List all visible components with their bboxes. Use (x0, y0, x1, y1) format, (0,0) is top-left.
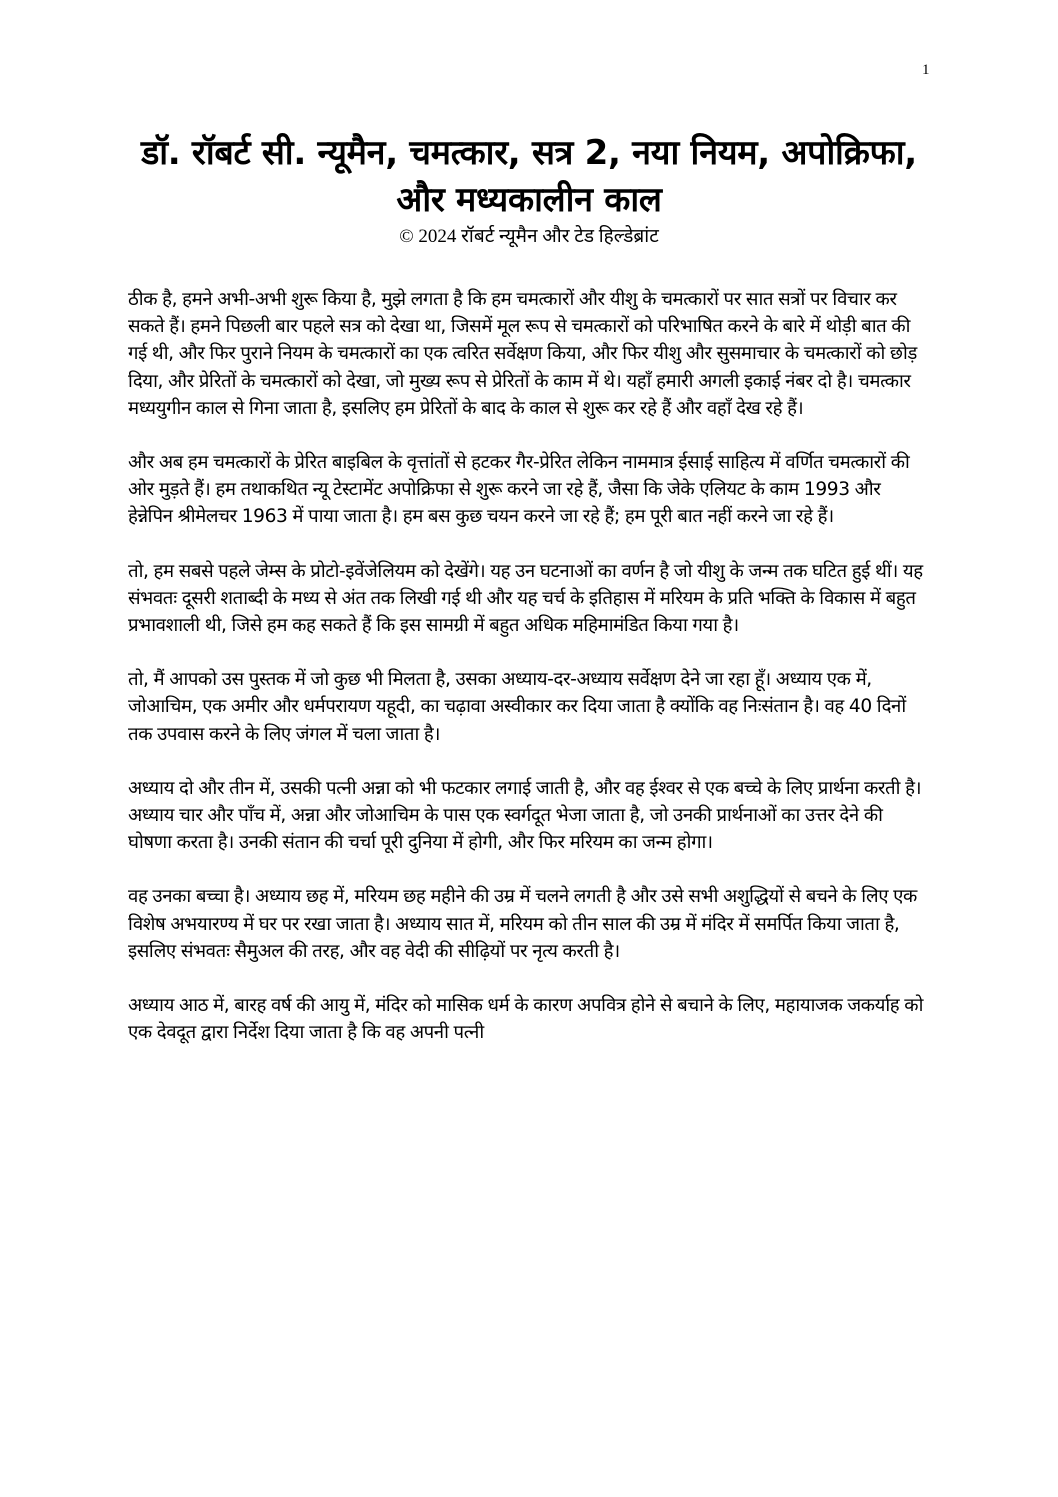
document-header (128, 130, 930, 250)
page-number: 1 (922, 62, 930, 78)
paragraph: और अब हम चमत्कारों के प्रेरित बाइबिल के वृत्तांतों से हटकर गैर-प्रेरित लेकिन नाममात्र ईसाई साहित्य में वर्णित चमत्कारों की ओर मुड़ते हैं। हम तथाकथित न्यू टेस्टामेंट अपोक्रिफा से शुरू करने जा रहे हैं, जैसा कि जेके एलियट के काम 1993 और हेन्नेपिन श्रीमेलचर 1963 में पाया जाता है। हम बस कुछ चयन करने जा रहे हैं; हम पूरी बात नहीं करने जा रहे हैं। (128, 452, 910, 528)
paragraph: तो, हम सबसे पहले जेम्स के प्रोटो-इवेंजेलियम को देखेंगे। यह उन घटनाओं का वर्णन है जो यीशु के जन्म तक घटित हुई थीं। यह संभवतः दूसरी शताब्दी के मध्य से अंत तक लिखी गई थी और यह चर्च के इतिहास में मरियम के प्रति भक्ति के विकास में बहुत प्रभावशाली थी, जिसे हम कह सकते हैं कि इस सामग्री में बहुत अधिक महिमामंडित किया गया है। (128, 560, 923, 637)
paragraph: अध्याय दो और तीन में, उसकी पत्नी अन्ना को भी फटकार लगाई जाती है, और वह ईश्वर से एक बच्चे के लिए प्रार्थना करती है। अध्याय चार और पाँच में, अन्ना और जोआचिम के पास एक स्वर्गदूत भेजा जाता है, जो उनकी प्रार्थनाओं का उत्तर देने की घोषणा करता है। उनकी संतान की चर्चा पूरी दुनिया में होगी, और फिर मरियम का जन्म होगा। (128, 777, 922, 854)
paragraph: वह उनका बच्चा है। अध्याय छह में, मरियम छह महीने की उम्र में चलने लगती है और उसे सभी अशुद्धियों से बचने के लिए एक विशेष अभयारण्य में घर पर रखा जाता है। अध्याय सात में, मरियम को तीन साल की उम्र में मंदिर में समर्पित किया जाता है, इसलिए संभवतः सैमुअल की तरह, और वह वेदी की सीढ़ियों पर नृत्य करती है। (128, 886, 917, 962)
paragraph: ठीक है, हमने अभी-अभी शुरू किया है, मुझे लगता है कि हम चमत्कारों और यीशु के चमत्कारों पर सात सत्रों पर विचार कर सकते हैं। हमने पिछली बार पहले सत्र को देखा था, जिसमें मूल रूप से चमत्कारों को परिभाषित करने के बारे में थोड़ी बात की गई थी, और फिर पुराने नियम के चमत्कारों का एक त्वरित सर्वेक्षण किया, और फिर यीशु और सुसमाचार के चमत्कारों को छोड़ दिया, और प्रेरितों के चमत्कारों को देखा, जो मुख्य रूप से प्रेरितों के काम में थे। यहाँ हमारी अगली इकाई नंबर दो है। चमत्कार मध्ययुगीन काल से गिना जाता है, इसलिए हम प्रेरितों के बाद के काल से शुरू कर रहे हैं और वहाँ देख रहे हैं। (128, 289, 917, 419)
paragraph: तो, मैं आपको उस पुस्तक में जो कुछ भी मिलता है, उसका अध्याय-दर-अध्याय सर्वेक्षण देने जा रहा हूँ। अध्याय एक में, जोआचिम, एक अमीर और धर्मपरायण यहूदी, का चढ़ावा अस्वीकार कर दिया जाता है क्योंकि वह निःसंतान है। वह 40 दिनों तक उपवास करने के लिए जंगल में चला जाता है। (128, 669, 906, 745)
paragraph: अध्याय आठ में, बारह वर्ष की आयु में, मंदिर को मासिक धर्म के कारण अपवित्र होने से बचाने के लिए, महायाजक जकर्याह को एक देवदूत द्वारा निर्देश दिया जाता है कि वह अपनी पत्नी (128, 995, 923, 1044)
document-body (128, 286, 928, 1073)
copyright-line: © 2024 रॉबर्ट न्यूमैन और टेड हिल्डेब्रांट (399, 226, 659, 247)
document-title: डॉ. रॉबर्ट सी. न्यूमैन, चमत्कार, सत्र 2, नया नियम, अपोक्रिफा, और मध्यकालीन काल (141, 133, 917, 220)
